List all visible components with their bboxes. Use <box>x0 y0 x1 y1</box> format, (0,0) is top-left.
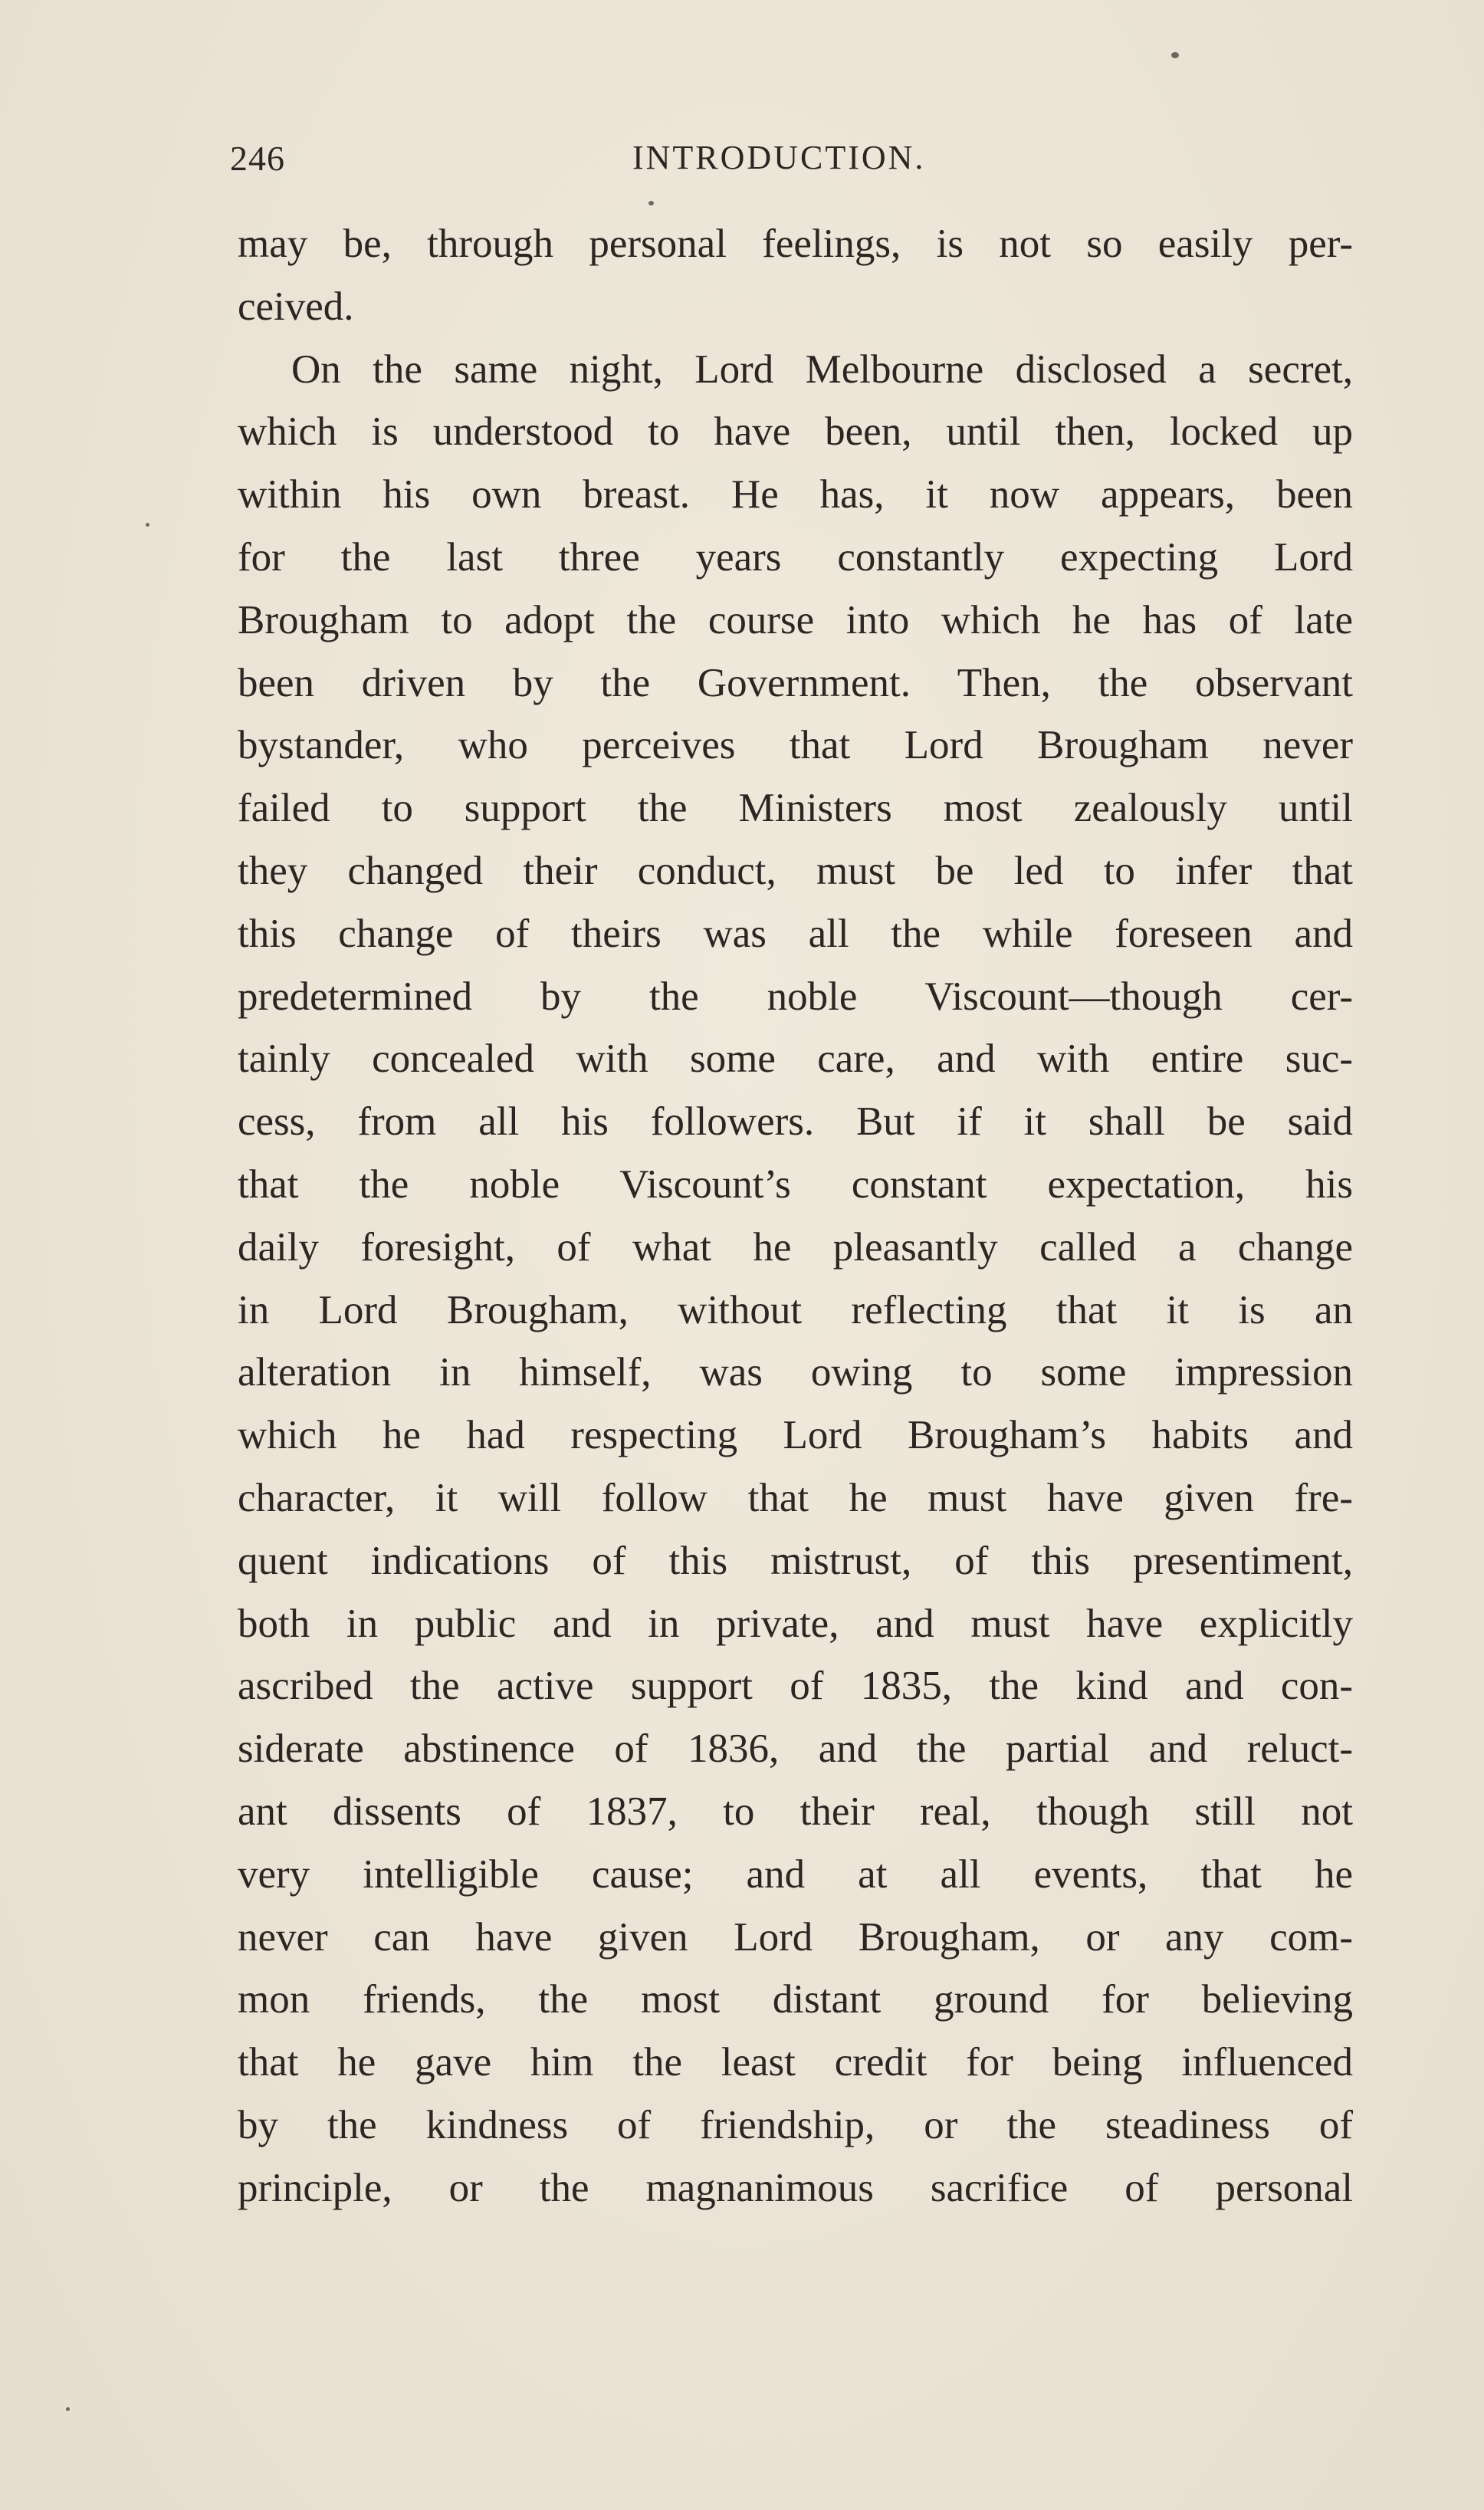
text-line: in Lord Brougham, without reflecting that it is an <box>238 1287 1353 1332</box>
text-line: that he gave him the least credit for being influenced <box>238 2040 1353 2085</box>
running-head <box>230 138 1357 192</box>
text-line: both in public and in private, and must have explicitly <box>238 1601 1353 1646</box>
text-line: they changed their conduct, must be led to infer that <box>238 848 1353 893</box>
ink-speck <box>66 2407 70 2411</box>
text-line: ascribed the active support of 1835, the kind and con- <box>238 1664 1353 1709</box>
text-line: tainly concealed with some care, and with entire suc- <box>238 1037 1353 1082</box>
text-line: within his own breast. He has, it now appears, been <box>238 472 1353 517</box>
text-line: cess, from all his followers. But if it shall be said <box>238 1099 1353 1145</box>
body-text <box>238 213 1353 2220</box>
text-line: predetermined by the noble Viscount—though cer- <box>238 974 1353 1019</box>
text-line: On the same night, Lord Melbourne disclosed a secret, <box>291 347 1353 392</box>
running-title: INTRODUCTION. <box>632 139 926 176</box>
text-line: siderate abstinence of 1836, and the partial and reluct- <box>238 1726 1353 1772</box>
text-line: which is understood to have been, until then, locked up <box>238 409 1353 455</box>
text-line: bystander, who perceives that Lord Brougham never <box>238 723 1353 768</box>
text-line: for the last three years constantly expecting Lord <box>238 534 1353 580</box>
text-line: daily foresight, of what he pleasantly called a change <box>238 1224 1353 1270</box>
text-line: failed to support the Ministers most zealously until <box>238 786 1353 831</box>
text-line: that the noble Viscount’s constant expectation, his <box>238 1161 1353 1207</box>
ink-speck <box>1171 52 1179 58</box>
text-line: this change of theirs was all the while foreseen and <box>238 911 1353 956</box>
text-line: ceived. <box>238 284 354 329</box>
text-line: very intelligible cause; and at all events, that he <box>238 1851 1353 1897</box>
text-line: mon friends, the most distant ground for believing <box>238 1977 1353 2022</box>
text-line: alteration in himself, was owing to some impression <box>238 1350 1353 1395</box>
ink-speck <box>648 201 654 205</box>
text-line: Brougham to adopt the course into which he has of late <box>238 597 1353 642</box>
text-line: principle, or the magnanimous sacrifice of personal <box>238 2165 1353 2210</box>
text-line: ant dissents of 1837, to their real, though still not <box>238 1789 1353 1834</box>
page-number: 246 <box>230 139 285 178</box>
text-line: quent indications of this mistrust, of this presentiment, <box>238 1538 1353 1583</box>
text-line: by the kindness of friendship, or the steadiness of <box>238 2102 1353 2147</box>
text-line: character, it will follow that he must have given fre- <box>238 1475 1353 1520</box>
text-line: may be, through personal feelings, is not so easily per- <box>238 222 1353 266</box>
ink-speck <box>146 523 149 527</box>
text-line: which he had respecting Lord Brougham’s habits and <box>238 1413 1353 1458</box>
text-line: never can have given Lord Brougham, or any com- <box>238 1914 1353 1960</box>
text-line: been driven by the Government. Then, the observant <box>238 660 1353 705</box>
